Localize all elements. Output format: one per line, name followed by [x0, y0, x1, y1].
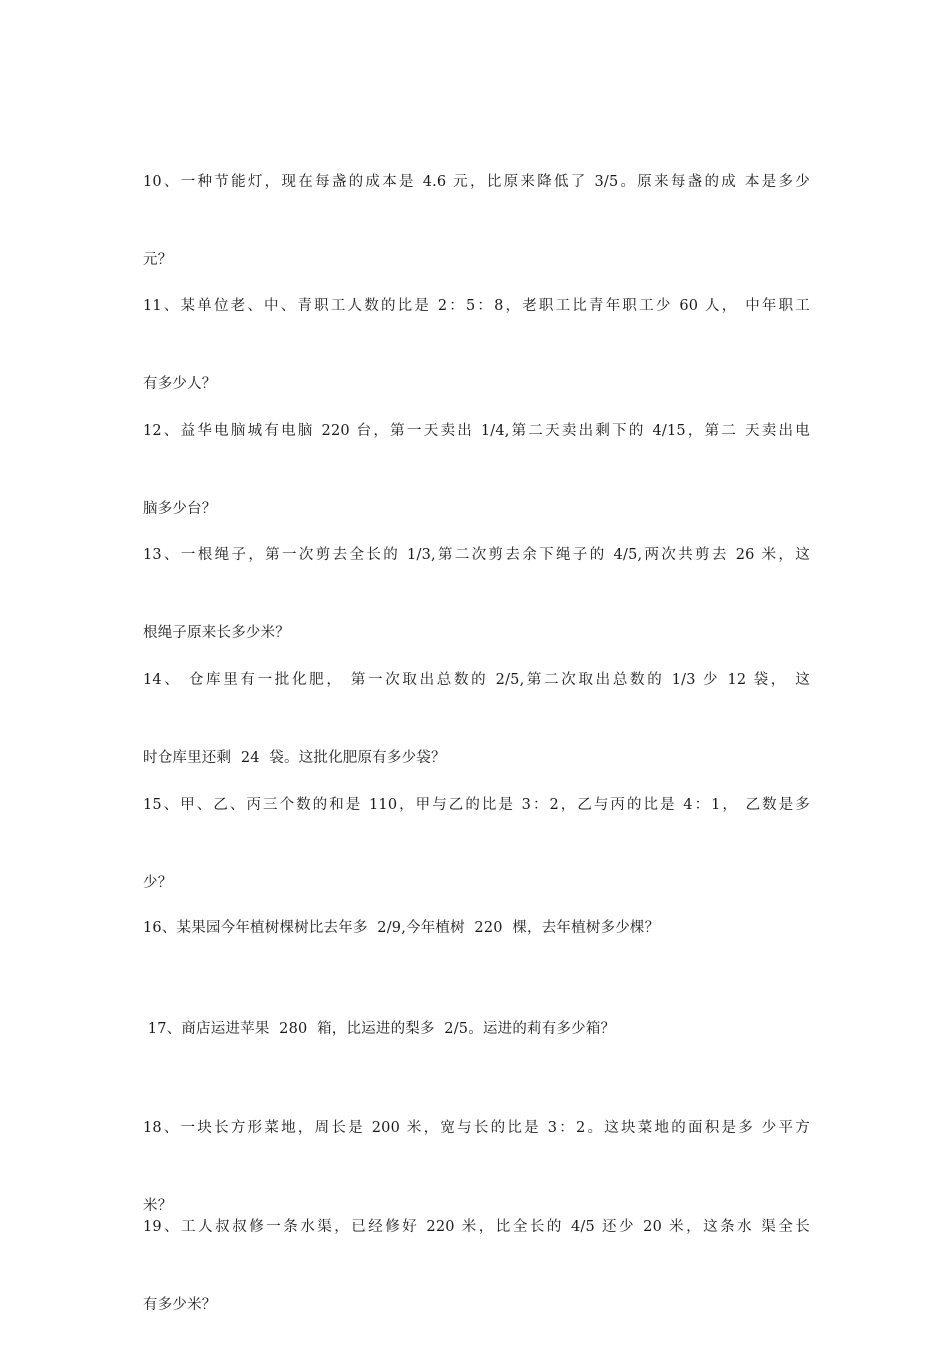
problem-12-line-1: 12、益华电脑城有电脑 220 台，第一天卖出 1/4,第二天卖出剩下的 4/15，第二 天卖出电: [143, 423, 810, 439]
problem-10-line-1: 10、一种节能灯，现在每盏的成本是 4.6 元，比原来降低了 3/5。原来每盏的成 本是多少: [143, 174, 810, 190]
problem-16-line-1: 16、某果园今年植树棵树比去年多 2/9,今年植树 220 棵，去年植树多少棵？: [143, 920, 660, 936]
problem-14-line-2: 时仓库里还剩 24 袋。这批化肥原有多少袋？: [143, 750, 446, 766]
problem-18-line-1: 18、一块长方形菜地，周长是 200 米，宽与长的比是 3：2。这块菜地的面积是多 少平方: [143, 1120, 810, 1136]
problem-15-line-2: 少？: [143, 875, 173, 891]
problem-15-line-1: 15、甲、乙、丙三个数的和是 110，甲与乙的比是 3：2，乙与丙的比是 4：1， 乙数是多: [143, 797, 810, 813]
problem-11-line-2: 有多少人？: [143, 376, 217, 392]
problem-13-line-1: 13、一根绳子，第一次剪去全长的 1/3,第二次剪去余下绳子的 4/5,两次共剪去 26 米，这: [143, 547, 810, 563]
problem-19: [143, 1162, 810, 1370]
problem-19-line-2: 有多少米？: [143, 1297, 217, 1313]
problem-17-line-1: 17、商店运进苹果 280 箱，比运进的梨多 2/5。运进的莉有多少箱？: [143, 1021, 616, 1037]
problem-12-line-2: 脑多少台？: [143, 501, 217, 517]
problem-18-line-2: 米？: [143, 1198, 173, 1214]
problem-10-line-2: 元？: [143, 252, 173, 268]
problem-13-line-2: 根绳子原来长多少米？: [143, 625, 290, 641]
problem-14-line-1: 14、 仓库里有一批化肥， 第一次取出总数的 2/5,第二次取出总数的 1/3 少 12 袋， 这: [143, 672, 810, 688]
problem-11-line-1: 11、某单位老、中、青职工人数的比是 2：5：8，老职工比青年职工少 60 人， 中年职工: [143, 298, 810, 314]
problem-19-line-1: 19、工人叔叔修一条水渠，已经修好 220 米，比全长的 4/5 还少 20 米，这条水 渠全长: [143, 1219, 810, 1235]
